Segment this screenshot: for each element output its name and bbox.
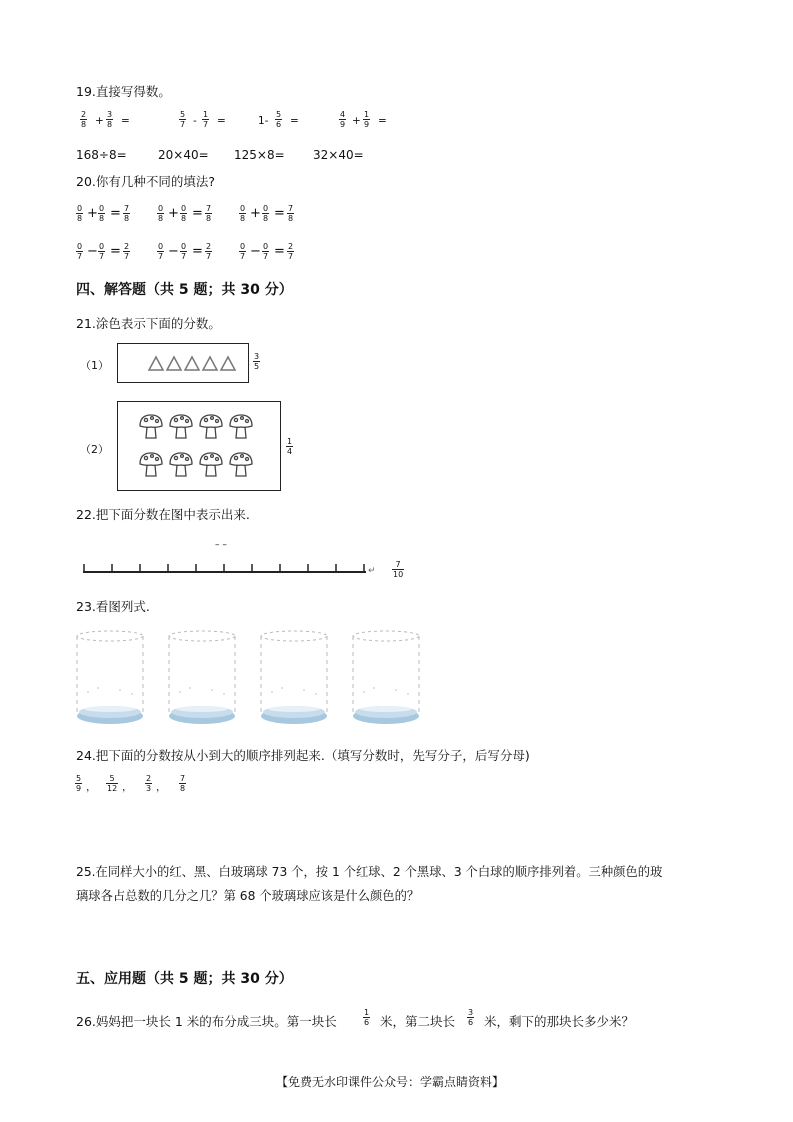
section-heading-5: 五、应用题（共 5 题；共 30 分） bbox=[76, 971, 293, 987]
fraction: $\frac{0}{8}$ bbox=[240, 204, 246, 223]
fraction: $\frac{5}{9}$ bbox=[76, 774, 82, 793]
fraction: $\frac{0}{7}$ bbox=[77, 242, 83, 261]
water-cups-illustration bbox=[70, 624, 430, 728]
mushroom-icon bbox=[118, 402, 280, 490]
fraction: $\frac{1}{9}$ bbox=[364, 110, 370, 129]
operator: - bbox=[193, 115, 197, 127]
one-minus: 1- bbox=[258, 115, 269, 127]
fraction: $\frac{0}{7}$ bbox=[99, 242, 105, 261]
separator: ， bbox=[156, 781, 167, 793]
return-mark-icon: ↵ bbox=[368, 566, 376, 576]
number-line bbox=[80, 560, 380, 580]
fraction: $\frac{5}{6}$ bbox=[276, 110, 282, 129]
q25-line1: 25.在同样大小的红、黑、白玻璃球 73 个，按 1 个红球、2 个黑球、3 个白球的顺序排列着。三种颜色的玻 bbox=[76, 865, 663, 879]
calc-item: 168÷8= bbox=[76, 148, 127, 162]
q19-title: 19.直接写得数。 bbox=[76, 84, 171, 99]
fraction: $\frac{7}{8}$ bbox=[124, 204, 130, 223]
fraction: $\frac{2}{7}$ bbox=[206, 242, 212, 261]
q22-fraction: $\frac{7}{10}$ bbox=[393, 560, 404, 579]
separator: ， bbox=[122, 781, 133, 793]
operator: − bbox=[87, 244, 98, 259]
fraction: $\frac{0}{8}$ bbox=[181, 204, 187, 223]
q22-dashes: – – bbox=[215, 540, 227, 550]
q26-text-2: 米，第二块长 bbox=[380, 1014, 456, 1029]
calc-item: 125×8= bbox=[234, 148, 285, 162]
q22-title: 22.把下面分数在图中表示出来. bbox=[76, 507, 250, 522]
fraction: $\frac{0}{7}$ bbox=[181, 242, 187, 261]
fraction: $\frac{2}{7}$ bbox=[124, 242, 130, 261]
operator: + bbox=[250, 206, 261, 221]
q26-text-3: 米，剩下的那块长多少米？ bbox=[484, 1014, 635, 1029]
q20-title: 20.你有几种不同的填法? bbox=[76, 174, 216, 189]
equals: = bbox=[192, 206, 203, 221]
equals: = bbox=[274, 206, 285, 221]
fraction: $\frac{2}{8}$ bbox=[81, 110, 87, 129]
fraction: $\frac{5}{12}$ bbox=[107, 774, 118, 793]
fraction: $\frac{0}{8}$ bbox=[158, 204, 164, 223]
fraction: $\frac{2}{3}$ bbox=[146, 774, 152, 793]
fraction: $\frac{3}{8}$ bbox=[107, 110, 113, 129]
equals: = bbox=[274, 244, 285, 259]
fraction: $\frac{1}{7}$ bbox=[203, 110, 209, 129]
fraction: $\frac{5}{7}$ bbox=[180, 110, 186, 129]
equals: = bbox=[378, 115, 387, 127]
q21-part1-fraction: $\frac{3}{5}$ bbox=[254, 352, 260, 371]
operator: − bbox=[250, 244, 261, 259]
equals: = bbox=[290, 115, 299, 127]
fraction: $\frac{0}{8}$ bbox=[99, 204, 105, 223]
q25-line2: 璃球各占总数的几分之几？第 68 个玻璃球应该是什么颜色的？ bbox=[76, 889, 420, 903]
mushrooms-box bbox=[117, 401, 281, 491]
fraction: $\frac{7}{8}$ bbox=[288, 204, 294, 223]
fraction: $\frac{2}{7}$ bbox=[288, 242, 294, 261]
fraction: $\frac{7}{8}$ bbox=[206, 204, 212, 223]
operator: + bbox=[87, 206, 98, 221]
q21-part1-label: （1） bbox=[80, 359, 109, 372]
fraction: $\frac{0}{7}$ bbox=[263, 242, 269, 261]
fraction: $\frac{1}{6}$ bbox=[364, 1008, 370, 1027]
triangles-icon bbox=[118, 344, 248, 382]
fraction: $\frac{3}{6}$ bbox=[468, 1008, 474, 1027]
equals: = bbox=[110, 206, 121, 221]
operator: + bbox=[352, 115, 361, 127]
fraction: $\frac{0}{8}$ bbox=[263, 204, 269, 223]
equals: = bbox=[217, 115, 226, 127]
operator: + bbox=[95, 115, 104, 127]
operator: − bbox=[168, 244, 179, 259]
triangles-box bbox=[117, 343, 249, 383]
separator: ， bbox=[86, 781, 97, 793]
footer: 【免费无水印课件公众号：学霸点睛资料】 bbox=[276, 1075, 505, 1089]
equals: = bbox=[192, 244, 203, 259]
equals: = bbox=[110, 244, 121, 259]
fraction: $\frac{0}{8}$ bbox=[77, 204, 83, 223]
calc-item: 32×40= bbox=[313, 148, 364, 162]
fraction: $\frac{4}{9}$ bbox=[340, 110, 346, 129]
fraction: $\frac{0}{7}$ bbox=[158, 242, 164, 261]
equals: = bbox=[121, 115, 130, 127]
operator: + bbox=[168, 206, 179, 221]
calc-item: 20×40= bbox=[158, 148, 209, 162]
q24-title: 24.把下面的分数按从小到大的顺序排列起来.（填写分数时，先写分子，后写分母) bbox=[76, 748, 530, 763]
fraction: $\frac{7}{8}$ bbox=[180, 774, 186, 793]
q23-title: 23.看图列式. bbox=[76, 599, 150, 614]
q21-part2-label: （2） bbox=[80, 443, 109, 456]
fraction: $\frac{0}{7}$ bbox=[240, 242, 246, 261]
q26-text-1: 26.妈妈把一块长 1 米的布分成三块。第一块长 bbox=[76, 1014, 337, 1029]
section-heading-4: 四、解答题（共 5 题；共 30 分） bbox=[76, 282, 293, 298]
q21-title: 21.涂色表示下面的分数。 bbox=[76, 316, 221, 331]
q21-part2-fraction: $\frac{1}{4}$ bbox=[287, 437, 293, 456]
